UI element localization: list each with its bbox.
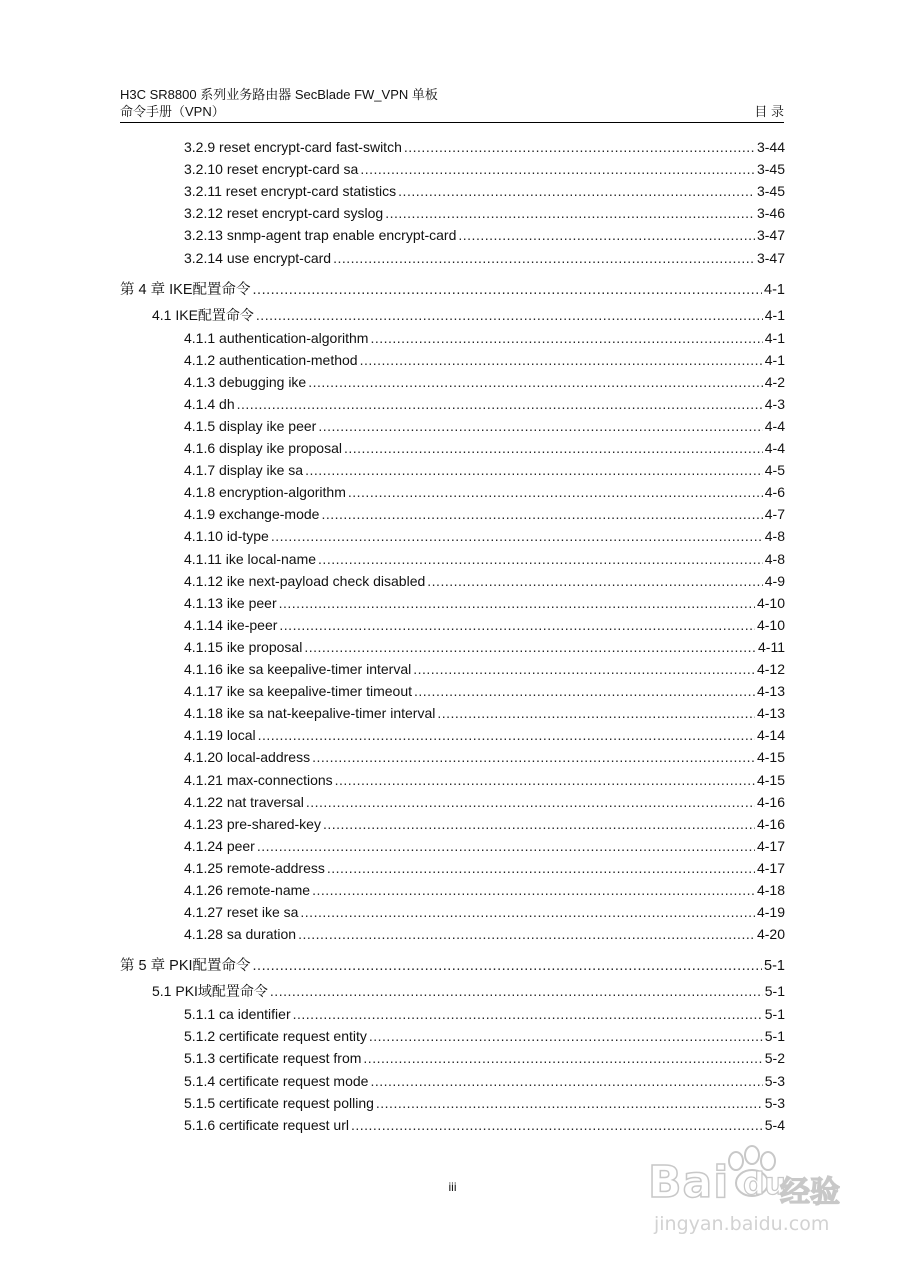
- toc-entry-title: 4.1.1 authentication-algorithm: [184, 329, 369, 346]
- toc-entry[interactable]: [184, 139, 785, 155]
- toc-entry[interactable]: [184, 1073, 785, 1089]
- toc-entry-title: 4.1.3 debugging ike: [184, 373, 307, 390]
- toc-entry-page: 3-46: [756, 205, 785, 222]
- toc-entry[interactable]: [184, 440, 785, 456]
- document-title: H3C SR8800 系列业务路由器 SecBlade FW_VPN 单板: [120, 87, 438, 102]
- toc-entry[interactable]: [184, 595, 785, 611]
- toc-entry-page: 4-9: [764, 572, 785, 589]
- toc-entry-page: 5-2: [764, 1050, 785, 1067]
- toc-entry[interactable]: [184, 794, 785, 810]
- toc-entry[interactable]: [184, 1006, 785, 1022]
- toc-entry[interactable]: [184, 705, 785, 721]
- toc-entry[interactable]: [184, 926, 785, 942]
- toc-entry[interactable]: [184, 683, 785, 699]
- toc-entry[interactable]: [184, 484, 785, 500]
- toc-leader-dots: [300, 904, 755, 920]
- toc-entry[interactable]: [184, 749, 785, 765]
- toc-entry[interactable]: [184, 528, 785, 544]
- toc-leader-dots: [312, 882, 755, 898]
- toc-entry-page: 4-1: [764, 351, 785, 368]
- toc-entry-page: 4-16: [756, 793, 785, 810]
- toc-leader-dots: [427, 573, 762, 589]
- toc-leader-dots: [258, 727, 755, 743]
- toc-entry-page: 5-3: [764, 1094, 785, 1111]
- toc-leader-dots: [253, 282, 763, 298]
- toc-entry-title: 3.2.14 use encrypt-card: [184, 249, 332, 266]
- toc-entry-title: 5.1.4 certificate request mode: [184, 1072, 369, 1089]
- toc-entry-title: 4.1.7 display ike sa: [184, 462, 304, 479]
- toc-leader-dots: [256, 307, 763, 323]
- toc-entry[interactable]: [120, 278, 785, 299]
- toc-entry-page: 3-44: [756, 139, 785, 155]
- toc-leader-dots: [385, 205, 755, 221]
- toc-entry[interactable]: [184, 250, 785, 266]
- toc-entry-title: 4.1.11 ike local-name: [184, 550, 317, 567]
- toc-entry[interactable]: [184, 904, 785, 920]
- page-header: [120, 86, 784, 120]
- toc-entry-page: 4-17: [756, 837, 785, 854]
- toc-leader-dots: [333, 250, 755, 266]
- toc-entry[interactable]: [184, 506, 785, 522]
- toc-entry-page: 3-47: [756, 249, 785, 266]
- toc-leader-dots: [293, 1006, 763, 1022]
- toc-leader-dots: [414, 683, 755, 699]
- document-subtitle: 命令手册（VPN）: [120, 104, 225, 119]
- toc-entry-page: 4-11: [758, 638, 785, 655]
- watermark-brand: Bai: [648, 1157, 730, 1208]
- toc-entry-page: 4-15: [756, 771, 785, 788]
- toc-entry-title: 4.1.17 ike sa keepalive-timer timeout: [184, 683, 412, 700]
- toc-entry-title: 4.1.24 peer: [184, 837, 255, 854]
- header-rule: [120, 122, 784, 123]
- toc-entry[interactable]: [184, 1028, 785, 1044]
- toc-entry[interactable]: [184, 838, 785, 854]
- toc-entry-title: 3.2.13 snmp-agent trap enable encrypt-card: [184, 227, 457, 244]
- toc-entry-title: 4.1.23 pre-shared-key: [184, 815, 321, 832]
- toc-entry-title: 第 4 章 IKE配置命令: [120, 281, 251, 298]
- toc-leader-dots: [253, 958, 763, 974]
- toc-entry[interactable]: [184, 374, 785, 390]
- toc-leader-dots: [257, 838, 755, 854]
- toc-entry-page: 5-3: [764, 1072, 785, 1089]
- toc-entry-page: 4-8: [764, 528, 785, 545]
- toc-entry-page: 4-1: [764, 281, 785, 298]
- toc-entry-title: 4.1.8 encryption-algorithm: [184, 484, 346, 501]
- toc-leader-dots: [363, 1050, 762, 1066]
- toc-leader-dots: [327, 860, 755, 876]
- toc-entry[interactable]: [184, 772, 785, 788]
- toc-leader-dots: [270, 983, 763, 999]
- toc-entry-title: 4.1.20 local-address: [184, 749, 311, 766]
- toc-leader-dots: [404, 139, 755, 155]
- watermark-brand-jingyan: 经验: [780, 1175, 840, 1210]
- toc-leader-dots: [369, 1028, 763, 1044]
- toc-entry-page: 5-1: [764, 1028, 785, 1045]
- toc-entry-page: 4-10: [756, 616, 785, 633]
- toc-entry-page: 4-8: [764, 550, 785, 567]
- toc-leader-dots: [321, 506, 762, 522]
- toc-leader-dots: [351, 1117, 763, 1133]
- toc-leader-dots: [271, 528, 763, 544]
- toc-entry-title: 4.1.4 dh: [184, 395, 235, 412]
- toc-entry-title: 4.1.19 local: [184, 727, 256, 744]
- toc-entry[interactable]: [184, 661, 785, 677]
- toc-leader-dots: [348, 484, 763, 500]
- toc-entry[interactable]: [184, 639, 785, 655]
- toc-entry[interactable]: [184, 227, 785, 243]
- toc-entry[interactable]: [184, 183, 785, 199]
- toc-leader-dots: [376, 1095, 763, 1111]
- toc-entry-title: 4.1.14 ike-peer: [184, 616, 278, 633]
- toc-entry-page: 5-1: [764, 983, 785, 1000]
- toc-entry[interactable]: [184, 418, 785, 434]
- toc-entry-title: 3.2.9 reset encrypt-card fast-switch: [184, 139, 402, 155]
- toc-leader-dots: [360, 161, 755, 177]
- toc-entry[interactable]: [120, 954, 785, 975]
- toc-entry-title: 4.1.25 remote-address: [184, 859, 325, 876]
- toc-entry-page: 4-7: [764, 506, 785, 523]
- baidu-watermark: [648, 1145, 858, 1250]
- toc-entry[interactable]: [184, 462, 785, 478]
- toc-entry-page: 4-17: [756, 859, 785, 876]
- toc-entry-page: 4-6: [764, 484, 785, 501]
- toc-entry-title: 3.2.10 reset encrypt-card sa: [184, 161, 359, 178]
- toc-entry-title: 4.1.12 ike next-payload check disabled: [184, 572, 426, 589]
- toc-entry-title: 5.1.5 certificate request polling: [184, 1094, 374, 1111]
- toc-entry[interactable]: [184, 727, 785, 743]
- toc-entry-page: 4-5: [764, 462, 785, 479]
- toc-leader-dots: [344, 440, 763, 456]
- toc-entry-page: 4-13: [756, 705, 785, 722]
- toc-entry-title: 3.2.12 reset encrypt-card syslog: [184, 205, 384, 222]
- toc-entry-page: 4-19: [756, 904, 785, 921]
- toc-entry-title: 第 5 章 PKI配置命令: [120, 958, 251, 975]
- toc-entry[interactable]: [184, 1117, 785, 1133]
- toc-entry-title: 5.1.2 certificate request entity: [184, 1028, 367, 1045]
- toc-leader-dots: [279, 617, 755, 633]
- toc-entry-page: 4-1: [764, 329, 785, 346]
- toc-entry[interactable]: [184, 396, 785, 412]
- page-number: iii: [448, 1180, 457, 1194]
- toc-entry-page: 4-4: [764, 417, 785, 434]
- toc-entry-page: 4-2: [764, 373, 785, 390]
- toc-entry-title: 4.1.6 display ike proposal: [184, 440, 342, 456]
- toc-entry-title: 5.1 PKI域配置命令: [152, 983, 268, 1000]
- toc-entry-page: 4-14: [756, 727, 785, 744]
- toc-entry-title: 4.1.26 remote-name: [184, 882, 311, 898]
- toc-entry-title: 5.1.3 certificate request from: [184, 1050, 362, 1067]
- toc-entry[interactable]: [184, 352, 785, 368]
- toc-leader-dots: [306, 794, 755, 810]
- toc-entry-title: 4.1.15 ike proposal: [184, 638, 303, 655]
- toc-entry[interactable]: [184, 1095, 785, 1111]
- toc-entry-page: 5-1: [764, 958, 785, 975]
- watermark-url: jingyan.baidu.com: [654, 1213, 830, 1235]
- toc-entry-page: 3-45: [756, 183, 785, 200]
- toc-entry-title: 4.1.21 max-connections: [184, 771, 333, 788]
- toc-entry-page: 4-15: [756, 749, 785, 766]
- watermark-brand-du: du: [743, 1167, 786, 1202]
- toc-entry[interactable]: [152, 981, 785, 1001]
- toc-entry-title: 4.1.9 exchange-mode: [184, 506, 320, 523]
- toc-entry-page: 5-4: [764, 1116, 785, 1133]
- toc-leader-dots: [370, 330, 762, 346]
- toc-entry-page: 3-47: [756, 227, 785, 244]
- toc-entry[interactable]: [184, 1050, 785, 1066]
- toc-leader-dots: [237, 396, 763, 412]
- toc-leader-dots: [308, 374, 763, 390]
- toc-entry-page: 4-20: [756, 926, 785, 943]
- toc-leader-dots: [305, 462, 763, 478]
- toc-entry-title: 4.1 IKE配置命令: [152, 306, 254, 323]
- toc-entry-page: 3-45: [756, 161, 785, 178]
- toc-entry-page: 5-1: [764, 1006, 785, 1023]
- toc-entry-title: 4.1.18 ike sa nat-keepalive-timer interval: [184, 705, 436, 722]
- toc-entry-title: 4.1.22 nat traversal: [184, 793, 304, 810]
- toc-entry-page: 4-1: [764, 306, 785, 323]
- toc-leader-dots: [318, 551, 763, 567]
- toc-leader-dots: [360, 352, 763, 368]
- toc-entry-title: 5.1.6 certificate request url: [184, 1116, 349, 1133]
- toc-entry[interactable]: [184, 617, 785, 633]
- toc-entry-page: 4-4: [764, 440, 785, 456]
- toc-leader-dots: [458, 227, 755, 243]
- toc-entry-title: 4.1.5 display ike peer: [184, 417, 317, 434]
- toc-entry-title: 3.2.11 reset encrypt-card statistics: [184, 183, 397, 200]
- toc-entry-page: 4-13: [756, 683, 785, 700]
- toc-entry[interactable]: [184, 573, 785, 589]
- toc-entry[interactable]: [184, 205, 785, 221]
- toc-leader-dots: [298, 926, 755, 942]
- toc-entry[interactable]: [184, 816, 785, 832]
- toc-entry-title: 4.1.16 ike sa keepalive-timer interval: [184, 661, 412, 677]
- toc-entry-title: 4.1.27 reset ike sa: [184, 904, 299, 921]
- toc-leader-dots: [437, 705, 755, 721]
- toc-leader-dots: [370, 1073, 762, 1089]
- toc-leader-dots: [318, 418, 762, 434]
- toc-entry-page: 4-12: [756, 661, 785, 677]
- section-label: 目 录: [754, 104, 784, 119]
- toc-entry-title: 4.1.28 sa duration: [184, 926, 297, 943]
- toc-entry[interactable]: [184, 551, 785, 567]
- toc-entry[interactable]: [184, 330, 785, 346]
- toc-leader-dots: [398, 183, 755, 199]
- toc-entry-title: 5.1.1 ca identifier: [184, 1006, 291, 1023]
- toc-leader-dots: [304, 639, 756, 655]
- toc-entry[interactable]: [184, 161, 785, 177]
- toc-entry-page: 4-10: [756, 594, 785, 611]
- toc-entry-title: 4.1.13 ike peer: [184, 594, 277, 611]
- toc-leader-dots: [312, 749, 755, 765]
- toc-entry-title: 4.1.2 authentication-method: [184, 351, 358, 368]
- toc-entry-title: 4.1.10 id-type: [184, 528, 269, 545]
- toc-entry-page: 4-16: [756, 815, 785, 832]
- toc-leader-dots: [279, 595, 755, 611]
- toc-entry-page: 4-3: [764, 395, 785, 412]
- toc-entry[interactable]: [184, 882, 785, 898]
- toc-leader-dots: [413, 661, 755, 677]
- toc-entry[interactable]: [184, 860, 785, 876]
- toc-entry-page: 4-18: [756, 882, 785, 898]
- toc-leader-dots: [323, 816, 755, 832]
- toc-entry[interactable]: [152, 305, 785, 325]
- toc-leader-dots: [335, 772, 755, 788]
